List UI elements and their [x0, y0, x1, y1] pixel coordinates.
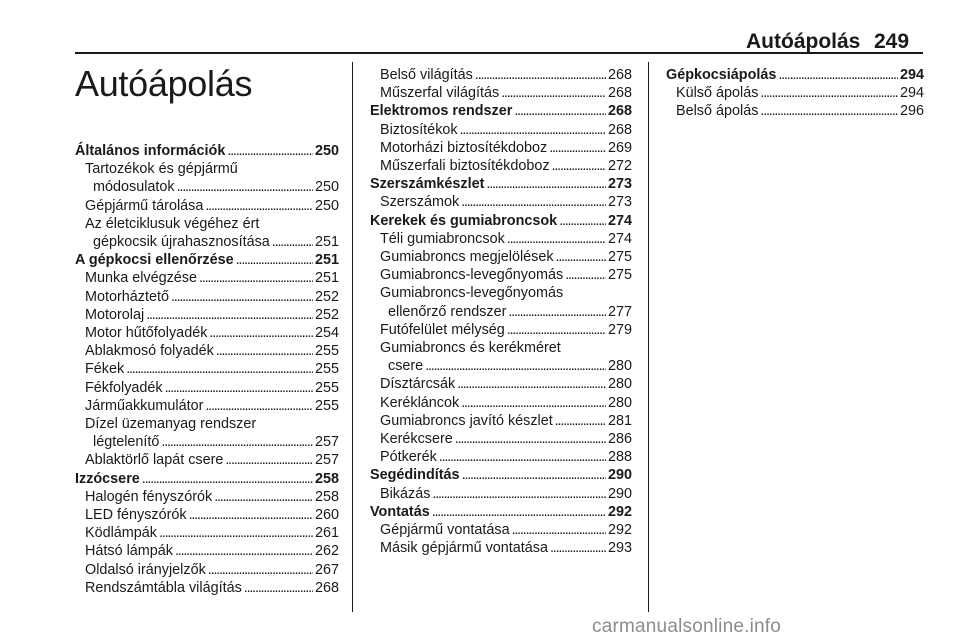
toc-entry-label: csere — [388, 358, 424, 375]
toc-entry-page-number: 293 — [607, 540, 632, 557]
toc-entry-page-number: 250 — [314, 197, 339, 214]
toc-entry-label: gépkocsik újrahasznosítása — [93, 234, 270, 251]
column-divider-2 — [648, 62, 649, 612]
dot-leader — [214, 488, 313, 506]
toc-entry-label: LED fényszórók — [85, 507, 187, 524]
toc-entry-label: Pótkerék — [380, 449, 437, 466]
toc-entry-label: Dísztárcsák — [380, 376, 456, 393]
dot-leader — [461, 193, 606, 211]
toc-entry-page-number: 268 — [607, 67, 632, 83]
toc-entry-page-number: 268 — [607, 103, 632, 120]
toc-entry-page-number: 281 — [607, 412, 632, 429]
toc-entry-page-number: 280 — [607, 358, 632, 375]
toc-entry-label: Belső ápolás — [676, 103, 759, 120]
dot-leader — [126, 360, 313, 378]
toc-entry[interactable] — [75, 579, 339, 597]
toc-column-1 — [75, 142, 339, 597]
toc-entry-page-number: 288 — [607, 449, 632, 466]
dot-leader — [177, 178, 313, 196]
toc-entry-page-number: 251 — [314, 234, 339, 251]
toc-entry-text: Gumiabroncs-levegőnyomás — [380, 285, 564, 302]
toc-entry-label: Általános információk — [75, 143, 226, 159]
toc-column-3 — [666, 66, 924, 121]
toc-entry-label: Szerszámkészlet — [370, 176, 485, 193]
toc-entry[interactable] — [370, 394, 632, 412]
toc-entry[interactable] — [370, 412, 632, 430]
dot-leader — [760, 84, 898, 102]
toc-entry-label: Halogén fényszórók — [85, 488, 213, 505]
dot-leader — [165, 379, 313, 397]
toc-entry-page-number: 274 — [607, 212, 632, 229]
toc-entry[interactable] — [370, 485, 632, 503]
dot-leader — [208, 561, 313, 579]
toc-entry-page-number: 258 — [314, 488, 339, 505]
toc-entry-page-number: 252 — [314, 306, 339, 323]
toc-entry[interactable] — [370, 357, 632, 375]
toc-entry-label: Gumiabroncs javító készlet — [380, 412, 553, 429]
toc-entry-label: Gépjármű vontatása — [380, 522, 510, 539]
toc-entry-page-number: 255 — [314, 361, 339, 378]
toc-entry[interactable] — [75, 379, 339, 397]
header-rule — [75, 52, 923, 54]
toc-entry[interactable] — [75, 197, 339, 215]
toc-entry-label: Gépjármű tárolása — [85, 197, 204, 214]
toc-section-entry[interactable] — [370, 466, 632, 484]
toc-entry-label: módosulatok — [93, 179, 175, 196]
toc-entry-label: Fékfolyadék — [85, 379, 163, 396]
toc-section-entry[interactable] — [666, 66, 924, 84]
running-header-page-number: 249 — [874, 30, 910, 53]
toc-entry-label: légtelenítő — [93, 434, 160, 451]
toc-entry[interactable] — [75, 433, 339, 451]
toc-section-entry[interactable] — [370, 102, 632, 120]
toc-entry-label: Járműakkumulátor — [85, 397, 204, 414]
toc-entry-page-number: 275 — [607, 267, 632, 284]
dot-leader — [159, 524, 313, 542]
toc-entry[interactable] — [370, 248, 632, 266]
toc-entry-page-number: 262 — [314, 543, 339, 560]
toc-entry-page-number: 273 — [607, 176, 632, 193]
toc-entry-page-number: 292 — [607, 503, 632, 520]
dot-leader — [760, 102, 898, 120]
toc-entry[interactable] — [666, 102, 924, 120]
toc-entry-page-number: 257 — [314, 452, 339, 469]
toc-entry-page-number: 290 — [607, 485, 632, 502]
dot-leader — [142, 470, 313, 488]
toc-entry-text: Tartozékok és gépjármű — [85, 161, 238, 178]
toc-entry-label: ellenőrző rendszer — [388, 303, 507, 320]
toc-entry-label: Ablakmosó folyadék — [85, 343, 214, 360]
toc-entry-page-number: 251 — [314, 270, 339, 287]
toc-entry[interactable] — [370, 193, 632, 211]
watermark: carmanualsonline.info — [592, 616, 782, 637]
toc-entry-label: Rendszámtábla világítás — [85, 579, 242, 596]
dot-leader — [778, 66, 898, 84]
toc-entry-text: Dízel üzemanyag rendszer — [85, 416, 257, 433]
dot-leader — [507, 230, 606, 248]
dot-leader — [462, 466, 606, 484]
toc-entry[interactable] — [75, 397, 339, 415]
toc-entry[interactable] — [75, 288, 339, 306]
toc-entry[interactable] — [370, 430, 632, 448]
toc-section-entry[interactable] — [370, 503, 632, 521]
toc-entry[interactable] — [75, 524, 339, 542]
dot-leader — [455, 430, 606, 448]
toc-entry-label: Gépkocsiápolás — [666, 67, 777, 83]
toc-entry-label: Kerékcsere — [380, 431, 453, 448]
toc-entry[interactable] — [370, 66, 632, 84]
dot-leader — [501, 84, 606, 102]
dot-leader — [205, 397, 313, 415]
toc-entry-page-number: 292 — [607, 522, 632, 539]
toc-entry-page-number: 269 — [607, 139, 632, 156]
toc-entry[interactable] — [75, 233, 339, 251]
toc-entry[interactable] — [75, 306, 339, 324]
dot-leader — [508, 303, 606, 321]
dot-leader — [550, 539, 606, 557]
dot-leader — [189, 506, 313, 524]
toc-entry-page-number: 268 — [607, 121, 632, 138]
dot-leader — [216, 342, 313, 360]
toc-entry-label: Segédindítás — [370, 467, 460, 484]
toc-entry-label: Munka elvégzése — [85, 270, 197, 287]
dot-leader — [486, 175, 606, 193]
dot-leader — [425, 357, 606, 375]
toc-entry[interactable] — [370, 321, 632, 339]
toc-entry[interactable] — [75, 324, 339, 342]
toc-entry[interactable] — [370, 84, 632, 102]
toc-entry-page-number: 268 — [314, 579, 339, 596]
dot-leader — [507, 321, 606, 339]
toc-entry[interactable] — [666, 84, 924, 102]
toc-entry[interactable] — [370, 448, 632, 466]
dot-leader — [209, 324, 313, 342]
toc-entry-label: A gépkocsi ellenőrzése — [75, 252, 234, 269]
toc-entry-page-number: 257 — [314, 434, 339, 451]
toc-entry-label: Motorházi biztosítékdoboz — [380, 139, 548, 156]
dot-leader — [161, 433, 313, 451]
toc-entry-label: Oldalsó irányjelzők — [85, 561, 206, 578]
toc-entry-label: Hátsó lámpák — [85, 543, 173, 560]
toc-entry[interactable] — [75, 542, 339, 560]
toc-entry-page-number: 272 — [607, 158, 632, 175]
toc-entry-label: Műszerfal világítás — [380, 85, 500, 102]
toc-entry-page-number: 294 — [899, 85, 924, 102]
toc-entry-label: Gumiabroncs megjelölések — [380, 249, 554, 266]
toc-entry-label: Kerékláncok — [380, 394, 460, 411]
toc-entry-text: Az életciklusuk végéhez ért — [85, 215, 260, 232]
toc-entry-page-number: 277 — [607, 303, 632, 320]
toc-entry-label: Ködlámpák — [85, 525, 157, 542]
toc-entry-page-number: 255 — [314, 343, 339, 360]
toc-entry-page-number: 294 — [899, 67, 924, 83]
toc-entry[interactable] — [370, 539, 632, 557]
toc-entry-label: Téli gumiabroncsok — [380, 230, 505, 247]
toc-entry-page-number: 273 — [607, 194, 632, 211]
toc-column-2 — [370, 66, 632, 557]
toc-entry[interactable] — [75, 506, 339, 524]
toc-section-entry[interactable] — [370, 175, 632, 193]
dot-leader — [460, 121, 606, 139]
dot-leader — [514, 102, 606, 120]
toc-entry[interactable] — [370, 230, 632, 248]
toc-entry[interactable] — [75, 488, 339, 506]
toc-entry-page-number: 260 — [314, 507, 339, 524]
dot-leader — [457, 375, 606, 393]
dot-leader — [272, 233, 313, 251]
toc-entry-page-number: 286 — [607, 431, 632, 448]
toc-entry-label: Fékek — [85, 361, 125, 378]
toc-entry-page-number: 290 — [607, 467, 632, 484]
toc-entry[interactable] — [370, 121, 632, 139]
dot-leader — [227, 142, 313, 160]
toc-entry-label: Bikázás — [380, 485, 431, 502]
toc-entry-label: Másik gépjármű vontatása — [380, 540, 548, 557]
toc-entry-page-number: 280 — [607, 376, 632, 393]
toc-entry-label: Motorháztető — [85, 288, 169, 305]
toc-entry-page-number: 275 — [607, 249, 632, 266]
toc-entry[interactable] — [75, 561, 339, 579]
dot-leader — [432, 485, 606, 503]
toc-section-entry[interactable] — [370, 212, 632, 230]
toc-entry-page-number: 254 — [314, 325, 339, 342]
toc-entry-label: Elektromos rendszer — [370, 103, 513, 120]
toc-entry-label: Gumiabroncs-levegőnyomás — [380, 267, 564, 284]
dot-leader — [175, 542, 313, 560]
dot-leader — [461, 394, 606, 412]
toc-entry-page-number: 261 — [314, 525, 339, 542]
toc-entry-label: Ablaktörlő lapát csere — [85, 452, 224, 469]
dot-leader — [244, 579, 313, 597]
toc-entry-label: Külső ápolás — [676, 85, 759, 102]
toc-entry[interactable] — [370, 521, 632, 539]
column-divider-1 — [352, 62, 353, 612]
toc-entry-label: Szerszámok — [380, 194, 460, 211]
toc-entry-label: Izzócsere — [75, 470, 140, 487]
toc-entry[interactable] — [370, 375, 632, 393]
toc-entry-page-number: 255 — [314, 397, 339, 414]
toc-entry[interactable] — [370, 139, 632, 157]
toc-section-entry[interactable] — [75, 142, 339, 160]
dot-leader — [439, 448, 606, 466]
toc-entry[interactable] — [75, 451, 339, 469]
dot-leader — [146, 306, 313, 324]
toc-entry-page-number: 250 — [314, 179, 339, 196]
toc-entry-page-number: 274 — [607, 230, 632, 247]
toc-entry-page-number: 258 — [314, 470, 339, 487]
dot-leader — [512, 521, 606, 539]
toc-entry-label: Kerekek és gumiabroncsok — [370, 212, 558, 229]
dot-leader — [432, 503, 606, 521]
toc-entry[interactable] — [370, 303, 632, 321]
toc-entry-page-number: 267 — [314, 561, 339, 578]
toc-entry-page-number: 251 — [314, 252, 339, 269]
toc-section-entry[interactable] — [75, 470, 339, 488]
dot-leader — [205, 197, 313, 215]
toc-entry-label: Futófelület mélység — [380, 321, 505, 338]
dot-leader — [559, 212, 606, 230]
running-header-title: Autóápolás — [746, 30, 861, 53]
toc-section-entry[interactable] — [75, 251, 339, 269]
chapter-title: Autóápolás — [75, 63, 253, 104]
toc-entry-page-number: 280 — [607, 394, 632, 411]
toc-entry-page-number: 268 — [607, 85, 632, 102]
dot-leader — [552, 157, 606, 175]
dot-leader — [199, 269, 313, 287]
dot-leader — [475, 66, 606, 84]
dot-leader — [225, 451, 313, 469]
dot-leader — [556, 248, 606, 266]
toc-entry-page-number: 250 — [314, 143, 339, 159]
toc-entry-page-number: 279 — [607, 321, 632, 338]
toc-entry-text: Gumiabroncs és kerékméret — [380, 340, 561, 357]
toc-entry-page-number: 255 — [314, 379, 339, 396]
toc-entry-page-number: 296 — [899, 103, 924, 120]
toc-entry[interactable] — [75, 178, 339, 196]
toc-entry[interactable] — [75, 269, 339, 287]
toc-entry-label: Biztosítékok — [380, 121, 458, 138]
dot-leader — [171, 288, 313, 306]
toc-entry[interactable] — [370, 157, 632, 175]
toc-entry-page-number: 252 — [314, 288, 339, 305]
toc-entry-label: Vontatás — [370, 503, 430, 520]
toc-entry[interactable] — [370, 266, 632, 284]
dot-leader — [236, 251, 313, 269]
dot-leader — [565, 266, 606, 284]
toc-entry[interactable] — [75, 360, 339, 378]
toc-entry-label: Műszerfali biztosítékdoboz — [380, 158, 550, 175]
toc-entry-label: Motor hűtőfolyadék — [85, 325, 208, 342]
dot-leader — [555, 412, 606, 430]
toc-entry-label: Motorolaj — [85, 306, 145, 323]
toc-entry-label: Belső világítás — [380, 67, 473, 83]
toc-entry[interactable] — [75, 342, 339, 360]
dot-leader — [549, 139, 606, 157]
